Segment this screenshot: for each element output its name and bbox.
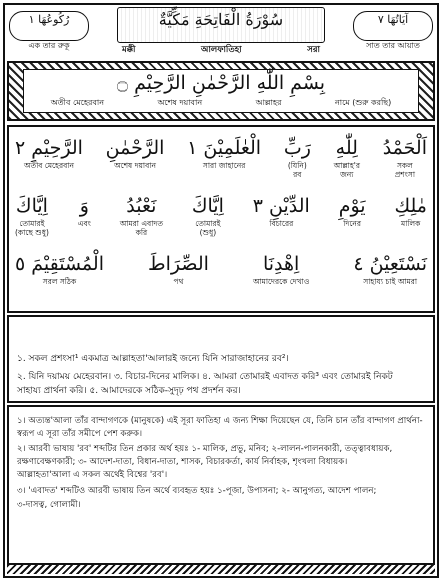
gloss-word: নামে (শুরু করছি) [335, 98, 392, 107]
quran-word [253, 251, 309, 286]
word-row-1 [15, 135, 427, 179]
word-row-3 [15, 251, 427, 286]
word-meaning-bengali: অতীব মেহেরবান [23, 161, 74, 170]
word-by-word-panel [7, 125, 435, 313]
word-arabic: لِلّٰهِ [335, 137, 358, 159]
quran-page [3, 3, 439, 578]
quran-word [383, 135, 427, 179]
ruku-count-bengali: এক তার রুকূ [28, 41, 70, 50]
word-meaning-bengali: সরল সঠিক [42, 277, 77, 286]
word-meaning-bengali: সারা জাহানের [202, 161, 246, 170]
surah-name-label: আলফাতিহা [200, 45, 242, 55]
translation-line: ২. যিনি দয়াময় মেহেরবান। ৩. বিচার-দিনের মালিক। ৪. আমরা তোমারই এবাদত করি³ এবং তোমারই নিকট [17, 372, 393, 382]
word-meaning-bengali: আল্লাহ'র জন্য [333, 161, 360, 179]
word-arabic: الرَّحِيْمِ ٢ [15, 137, 83, 159]
bismillah-band [7, 61, 435, 121]
ruku-cartouche [9, 11, 89, 50]
bismillah-gloss [24, 97, 418, 110]
quran-word [192, 193, 224, 237]
word-meaning-bengali: সাহায্য চাই আমরা [363, 277, 418, 286]
word-arabic: اِيَّاكَ [15, 195, 48, 217]
quran-word [15, 251, 104, 286]
word-arabic: الصِّرَاطَ [148, 253, 209, 275]
quran-word [15, 135, 83, 179]
word-arabic: يَوْمِ [338, 195, 366, 217]
word-meaning-bengali: আমাদেরকে দেখাও [252, 277, 310, 286]
gloss-word: অশেষ দয়াবান [157, 98, 203, 107]
word-arabic: اِيَّاكَ [191, 195, 224, 217]
quran-word [394, 193, 426, 237]
word-meaning-bengali: অশেষ দয়াবান [114, 161, 156, 170]
quran-word [106, 135, 165, 179]
quran-word [284, 135, 311, 179]
quran-word [339, 193, 366, 237]
word-meaning-bengali: আমরা এবাদত করি [119, 219, 163, 237]
quran-word [148, 251, 209, 286]
quran-word [334, 135, 360, 179]
footnote-line: ৩। 'এবাদত' শব্দটিও আরবী ভাষায় তিন অর্থে ব্যবহৃত হয়ঃ ১-পূজা, উপাসনা; ২- আনুগত্য, আদেশ পালন; [17, 486, 377, 496]
word-meaning-bengali: দিনের [343, 219, 361, 228]
gloss-word: আল্লাহর [255, 98, 282, 107]
footnote-line: স্বরূপ এ সূরা তাঁর সমীপে পেশ করুক। [17, 429, 143, 439]
word-arabic: الرَّحْمٰنِ [105, 137, 165, 159]
quran-word [187, 135, 261, 179]
word-meaning-bengali: বিচারের [269, 219, 294, 228]
footnotes-panel [7, 405, 435, 565]
word-meaning-bengali: পথ [173, 277, 184, 286]
surah-subtitle-row [122, 43, 320, 57]
word-meaning-bengali: তোমারই (কাছে শুধু) [15, 219, 49, 237]
surah-title-frame [117, 7, 325, 43]
ruku-count-arabic: رُكُوعُهَا ١ [28, 13, 70, 26]
makki-label: মক্কী [122, 45, 136, 55]
bismillah-frame [23, 69, 419, 113]
ayat-cartouche [353, 11, 433, 50]
quran-word [78, 193, 91, 237]
quran-word [15, 193, 49, 237]
translation-line: সাহায্য প্রার্থনা করি। ৫. আমাদেরকে সঠিক-সুদৃঢ় পথ প্রদর্শন কর। [17, 386, 241, 396]
ayat-count-bengali: সাত তার আয়াত [366, 41, 420, 50]
word-meaning-bengali: এবং [77, 219, 91, 228]
word-arabic: مٰلِكِ [394, 195, 427, 217]
surah-header [7, 7, 435, 57]
word-arabic: اِهْدِنَا [262, 253, 300, 275]
footnote-line: আল্লাহতা'আলা এ সকল অর্থেই বিশ্বের 'রব'। [17, 470, 168, 480]
word-arabic: رَبِّ [283, 137, 311, 159]
footnote-line: ৩-দাসত্ব, গোলামী। [17, 500, 81, 510]
word-arabic: وَ [79, 195, 89, 217]
translation-panel [7, 315, 435, 403]
sura-label: সরা [307, 45, 320, 55]
bismillah-arabic: بِسْمِ اللّٰهِ الرَّحْمٰنِ الرَّحِيْمِ ۝ [116, 72, 326, 94]
decorative-border-bottom [7, 564, 435, 574]
quran-word [120, 193, 163, 237]
ayat-count-arabic: آيَاتُهَا ٧ [377, 13, 409, 26]
word-meaning-bengali: (যিনি) রব [287, 161, 307, 179]
word-meaning-bengali: তোমারই (শুধু) [195, 219, 221, 237]
footnote-line: ২। আরবী ভাষায় 'রব' শব্দটির তিন প্রকার অর্থ হয়ঃ ১- মালিক, প্রভু, মনিব; ২-লালন-পালনকারী, তত্ত্বাবধায়ক, [17, 444, 393, 454]
word-meaning-bengali: মালিক [401, 219, 421, 228]
footnote-line: রক্ষণাবেক্ষণকারী; ৩- আদেশ-দাতা, বিধান-দাতা, শাসক, বিচারকর্তা, কার্য নির্বাহক, শৃংখলা বিধায়ক। [17, 457, 348, 467]
word-arabic: الْمُسْتَقِيْمَ ٥ [15, 253, 104, 275]
word-arabic: نَعْبُدُ [126, 195, 157, 217]
quran-word [353, 251, 427, 286]
translation-line: ১. সকল প্রশংসা¹ একমাত্র আল্লাহতা'আলারই জন্যে যিনি সারাজাহানের রব²। [17, 354, 289, 364]
word-arabic: الدِّيْنِ ٣ [252, 195, 310, 217]
word-arabic: اَلْحَمْدُ [382, 137, 427, 159]
word-row-2 [15, 193, 427, 237]
word-arabic: الْعٰلَمِيْنَ ١ [187, 137, 262, 159]
surah-title-arabic: سُوْرَةُ الْفَاتِحَةِ مَكِّيَّةٌ [158, 10, 284, 29]
quran-word [253, 193, 310, 237]
gloss-word: অতীব মেহেরবান [50, 98, 105, 107]
word-meaning-bengali: সকল প্রশংসা [394, 161, 416, 179]
word-arabic: نَسْتَعِيْنُ ٤ [353, 253, 427, 275]
footnote-line: ১। অত্যন্ত'আলা তাঁর বান্দাগণকে (মানুষকে) এই সূরা ফাতিহা এ জন্য শিক্ষা দিয়েছেন যে, তিনি চান তাঁর বান্দাগণ প্রার্থনা- [17, 416, 423, 426]
